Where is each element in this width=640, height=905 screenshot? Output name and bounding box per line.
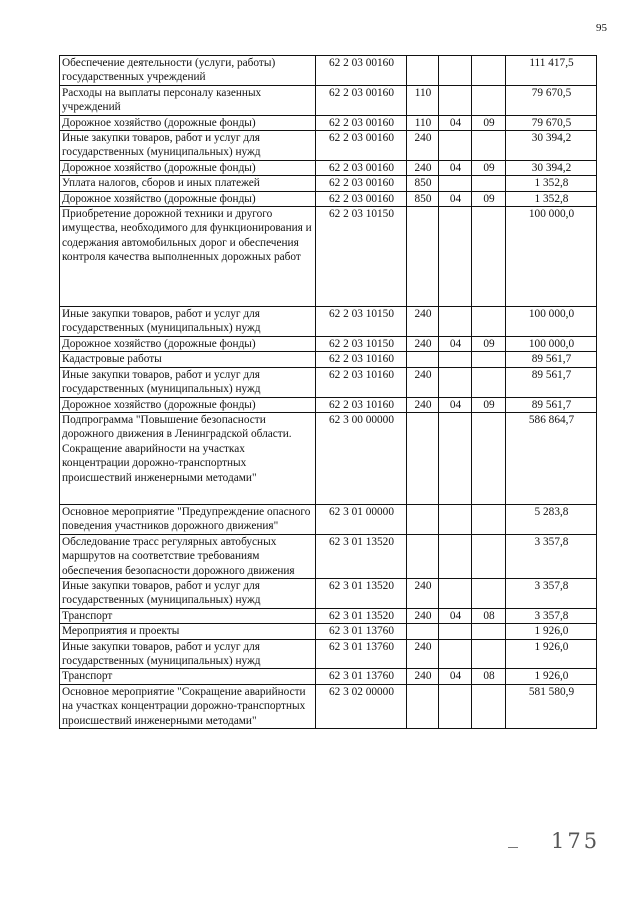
table-row xyxy=(60,608,597,623)
row-target-code: 62 3 01 13520 xyxy=(316,534,407,578)
row-expense-type: 110 xyxy=(407,115,439,130)
table-row xyxy=(60,176,597,191)
row-subsection xyxy=(472,207,506,307)
row-subsection xyxy=(472,307,506,337)
row-name: Транспорт xyxy=(60,608,316,623)
table-row xyxy=(60,504,597,534)
budget-table xyxy=(59,55,597,729)
table-row xyxy=(60,207,597,307)
row-target-code: 62 3 01 13520 xyxy=(316,608,407,623)
row-subsection xyxy=(472,176,506,191)
row-section: 04 xyxy=(439,160,472,175)
row-name: Дорожное хозяйство (дорожные фонды) xyxy=(60,397,316,412)
row-subsection xyxy=(472,504,506,534)
row-subsection: 08 xyxy=(472,669,506,684)
row-target-code: 62 2 03 10160 xyxy=(316,397,407,412)
row-target-code: 62 3 01 13760 xyxy=(316,669,407,684)
row-section: 04 xyxy=(439,115,472,130)
row-amount: 1 352,8 xyxy=(506,176,597,191)
row-subsection xyxy=(472,352,506,367)
row-amount: 3 357,8 xyxy=(506,608,597,623)
table-row xyxy=(60,669,597,684)
row-subsection: 09 xyxy=(472,336,506,351)
row-amount: 3 357,8 xyxy=(506,534,597,578)
row-section: 04 xyxy=(439,669,472,684)
row-amount: 100 000,0 xyxy=(506,207,597,307)
row-expense-type: 240 xyxy=(407,307,439,337)
row-name: Дорожное хозяйство (дорожные фонды) xyxy=(60,115,316,130)
row-section xyxy=(439,624,472,639)
row-amount: 30 394,2 xyxy=(506,160,597,175)
row-section xyxy=(439,176,472,191)
row-amount: 89 561,7 xyxy=(506,352,597,367)
row-name: Основное мероприятие "Сокращение аварийности на участках концентрации дорожно-транспортных происшествий инженерными методами" xyxy=(60,684,316,728)
row-name: Подпрограмма "Повышение безопасности дорожного движения в Ленинградской области. Сокращение аварийности на участках концентрации дорожно-транспортных происшествий инженерными методами" xyxy=(60,412,316,504)
table-row xyxy=(60,534,597,578)
row-expense-type: 240 xyxy=(407,669,439,684)
row-expense-type xyxy=(407,684,439,728)
table-row xyxy=(60,624,597,639)
row-expense-type: 850 xyxy=(407,176,439,191)
table-row xyxy=(60,115,597,130)
table-row xyxy=(60,307,597,337)
row-section xyxy=(439,504,472,534)
row-target-code: 62 2 03 10160 xyxy=(316,352,407,367)
row-expense-type: 240 xyxy=(407,397,439,412)
sheet-stamp-number: 175 xyxy=(551,829,601,853)
row-target-code: 62 2 03 00160 xyxy=(316,85,407,115)
stamp-dash xyxy=(508,847,518,848)
row-section xyxy=(439,639,472,669)
row-amount: 111 417,5 xyxy=(506,56,597,86)
row-subsection xyxy=(472,639,506,669)
row-amount: 79 670,5 xyxy=(506,85,597,115)
row-name: Приобретение дорожной техники и другого имущества, необходимого для функционирования и содержания автомобильных дорог и обеспечения контроля качества выполненных дорожных работ xyxy=(60,207,316,307)
row-expense-type xyxy=(407,624,439,639)
row-subsection xyxy=(472,624,506,639)
row-name: Основное мероприятие "Предупреждение опасного поведения участников дорожного движения" xyxy=(60,504,316,534)
row-target-code: 62 2 03 10150 xyxy=(316,336,407,351)
table-row xyxy=(60,131,597,161)
row-amount: 89 561,7 xyxy=(506,397,597,412)
row-subsection: 09 xyxy=(472,160,506,175)
row-section: 04 xyxy=(439,191,472,206)
row-target-code: 62 2 03 00160 xyxy=(316,160,407,175)
row-subsection xyxy=(472,412,506,504)
table-row xyxy=(60,367,597,397)
table-row xyxy=(60,352,597,367)
page-number: 95 xyxy=(596,22,607,34)
row-expense-type: 240 xyxy=(407,131,439,161)
row-expense-type xyxy=(407,504,439,534)
row-name: Иные закупки товаров, работ и услуг для государственных (муниципальных) нужд xyxy=(60,578,316,608)
row-subsection xyxy=(472,578,506,608)
row-name: Мероприятия и проекты xyxy=(60,624,316,639)
table-row xyxy=(60,191,597,206)
row-subsection: 09 xyxy=(472,397,506,412)
row-amount: 5 283,8 xyxy=(506,504,597,534)
row-expense-type: 240 xyxy=(407,608,439,623)
row-subsection xyxy=(472,367,506,397)
row-section xyxy=(439,684,472,728)
row-expense-type: 110 xyxy=(407,85,439,115)
row-expense-type xyxy=(407,207,439,307)
row-target-code: 62 2 03 00160 xyxy=(316,176,407,191)
row-subsection: 08 xyxy=(472,608,506,623)
row-name: Иные закупки товаров, работ и услуг для государственных (муниципальных) нужд xyxy=(60,639,316,669)
table-row xyxy=(60,412,597,504)
row-target-code: 62 3 01 13760 xyxy=(316,639,407,669)
row-amount: 1 926,0 xyxy=(506,669,597,684)
row-target-code: 62 3 01 13520 xyxy=(316,578,407,608)
row-section: 04 xyxy=(439,608,472,623)
table-row xyxy=(60,684,597,728)
table-row xyxy=(60,336,597,351)
row-section: 04 xyxy=(439,336,472,351)
row-name: Иные закупки товаров, работ и услуг для государственных (муниципальных) нужд xyxy=(60,131,316,161)
row-expense-type: 240 xyxy=(407,336,439,351)
row-section xyxy=(439,578,472,608)
row-amount: 100 000,0 xyxy=(506,307,597,337)
row-section xyxy=(439,352,472,367)
table-row xyxy=(60,85,597,115)
row-name: Иные закупки товаров, работ и услуг для государственных (муниципальных) нужд xyxy=(60,367,316,397)
row-subsection xyxy=(472,56,506,86)
row-subsection xyxy=(472,131,506,161)
row-amount: 89 561,7 xyxy=(506,367,597,397)
row-target-code: 62 3 02 00000 xyxy=(316,684,407,728)
row-expense-type: 240 xyxy=(407,160,439,175)
row-expense-type: 240 xyxy=(407,578,439,608)
row-section xyxy=(439,307,472,337)
row-subsection xyxy=(472,534,506,578)
row-name: Иные закупки товаров, работ и услуг для государственных (муниципальных) нужд xyxy=(60,307,316,337)
row-subsection xyxy=(472,684,506,728)
row-name: Расходы на выплаты персоналу казенных учреждений xyxy=(60,85,316,115)
row-target-code: 62 2 03 00160 xyxy=(316,115,407,130)
table-row xyxy=(60,160,597,175)
row-section xyxy=(439,367,472,397)
row-expense-type xyxy=(407,352,439,367)
table-row xyxy=(60,578,597,608)
row-section: 04 xyxy=(439,397,472,412)
row-amount: 586 864,7 xyxy=(506,412,597,504)
row-expense-type xyxy=(407,412,439,504)
row-target-code: 62 2 03 00160 xyxy=(316,56,407,86)
row-section xyxy=(439,85,472,115)
row-expense-type xyxy=(407,56,439,86)
row-target-code: 62 2 03 10150 xyxy=(316,207,407,307)
row-expense-type xyxy=(407,534,439,578)
row-section xyxy=(439,56,472,86)
row-target-code: 62 2 03 00160 xyxy=(316,131,407,161)
row-section xyxy=(439,131,472,161)
row-name: Дорожное хозяйство (дорожные фонды) xyxy=(60,191,316,206)
row-amount: 1 352,8 xyxy=(506,191,597,206)
row-name: Обеспечение деятельности (услуги, работы) государственных учреждений xyxy=(60,56,316,86)
table-row xyxy=(60,56,597,86)
row-name: Дорожное хозяйство (дорожные фонды) xyxy=(60,160,316,175)
row-target-code: 62 2 03 00160 xyxy=(316,191,407,206)
row-subsection: 09 xyxy=(472,191,506,206)
row-subsection xyxy=(472,85,506,115)
row-amount: 30 394,2 xyxy=(506,131,597,161)
row-section xyxy=(439,534,472,578)
row-name: Транспорт xyxy=(60,669,316,684)
row-section xyxy=(439,412,472,504)
row-expense-type: 240 xyxy=(407,367,439,397)
row-target-code: 62 3 00 00000 xyxy=(316,412,407,504)
budget-table-body xyxy=(60,56,597,729)
row-amount: 100 000,0 xyxy=(506,336,597,351)
row-amount: 1 926,0 xyxy=(506,639,597,669)
row-target-code: 62 2 03 10160 xyxy=(316,367,407,397)
table-row xyxy=(60,639,597,669)
row-amount: 1 926,0 xyxy=(506,624,597,639)
row-target-code: 62 3 01 00000 xyxy=(316,504,407,534)
row-amount: 3 357,8 xyxy=(506,578,597,608)
row-section xyxy=(439,207,472,307)
row-target-code: 62 2 03 10150 xyxy=(316,307,407,337)
row-expense-type: 240 xyxy=(407,639,439,669)
row-name: Кадастровые работы xyxy=(60,352,316,367)
row-name: Обследование трасс регулярных автобусных маршрутов на соответствие требованиям обеспечения безопасности дорожного движения xyxy=(60,534,316,578)
row-target-code: 62 3 01 13760 xyxy=(316,624,407,639)
row-amount: 79 670,5 xyxy=(506,115,597,130)
row-name: Уплата налогов, сборов и иных платежей xyxy=(60,176,316,191)
table-row xyxy=(60,397,597,412)
row-name: Дорожное хозяйство (дорожные фонды) xyxy=(60,336,316,351)
row-expense-type: 850 xyxy=(407,191,439,206)
row-amount: 581 580,9 xyxy=(506,684,597,728)
row-subsection: 09 xyxy=(472,115,506,130)
